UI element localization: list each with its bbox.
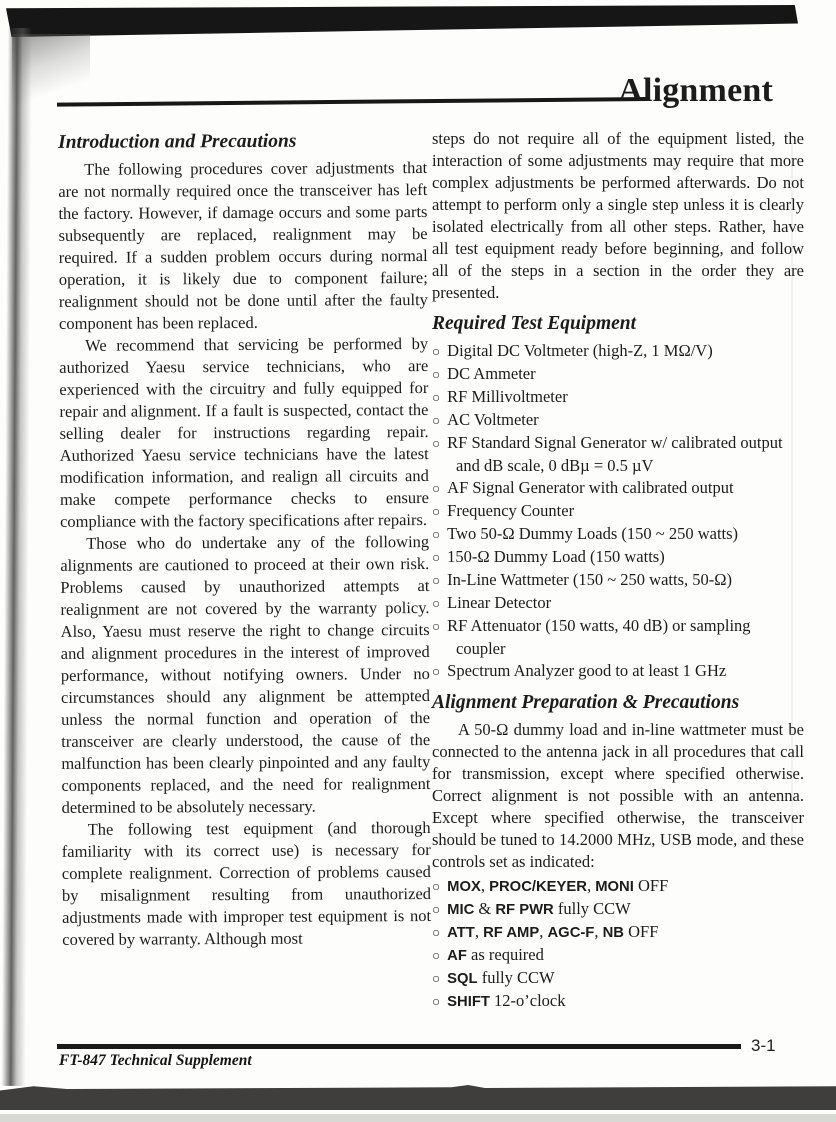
equipment-item [432, 660, 804, 683]
circle-bullet-icon: ○ [432, 971, 441, 986]
equipment-item [432, 523, 804, 546]
circle-bullet-icon: ○ [432, 879, 441, 894]
circle-bullet-icon: ○ [432, 664, 441, 679]
page-number: 3-1 [751, 1036, 776, 1055]
control-setting-item [432, 898, 804, 921]
equipment-item-text: RF Attenuator (150 watts, 40 dB) or sampling coupler [447, 616, 751, 658]
equipment-item [432, 477, 804, 500]
scan-bottom-strip [0, 1114, 836, 1122]
left-column [58, 128, 431, 951]
equipment-item-text: Linear Detector [447, 593, 552, 612]
control-setting-item [432, 967, 804, 990]
control-setting-text: ATT, RF AMP, AGC-F, NB OFF [447, 922, 659, 941]
right-column [432, 128, 804, 1013]
circle-bullet-icon: ○ [432, 902, 441, 917]
equipment-item-text: Spectrum Analyzer good to at least 1 GHz [447, 661, 727, 680]
circle-bullet-icon: ○ [432, 344, 441, 359]
paragraph: Those who do undertake any of the following alignments are cautioned to proceed at their own risk. Problems caused by unauthorized attempts at realignment are not covered by the warranty policy. Also, Yaesu must reserve the right to change circuits and alignment procedures in the interest of improved performance, without notifying owners. Under no circumstances should any alignment be attempted unless the normal function and operation of the transceiver are clearly understood, the cause of the malfunction has been clearly pinpointed and any faulty components replaced, and the need for realignment determined to be absolutely necessary. [60, 531, 431, 817]
circle-bullet-icon: ○ [432, 596, 441, 611]
paragraph: steps do not require all of the equipment listed, the interaction of some adjustments may require that more complex adjustments be performed afterwards. Do not attempt to perform only a single step unless it is clearly isolated electrically from all other steps. Rather, have all test equipment ready before beginning, and follow all of the steps in a section in the order they are presented. [432, 129, 804, 302]
circle-bullet-icon: ○ [432, 925, 441, 940]
equipment-item [432, 615, 804, 660]
paragraph: The following test equipment (and thorough familiarity with its correct use) is necessary for complete realignment. Correction of problems caused by misalignment resulting from unauthorized adjustments made with improper test equipment is not covered by warranty. Although most [61, 817, 432, 949]
section-heading-required-test-equipment: Required Test Equipment [432, 313, 637, 334]
equipment-list [432, 340, 804, 683]
control-setting-text: SHIFT 12-o’clock [447, 991, 566, 1010]
circle-bullet-icon: ○ [432, 550, 441, 565]
circle-bullet-icon: ○ [432, 619, 441, 634]
scan-top-edge-band [6, 5, 798, 37]
equipment-item [432, 546, 804, 569]
equipment-item-text: Digital DC Voltmeter (high-Z, 1 MΩ/V) [447, 341, 713, 360]
equipment-item-text: Two 50-Ω Dummy Loads (150 ~ 250 watts) [447, 524, 739, 543]
circle-bullet-icon: ○ [432, 527, 441, 542]
circle-bullet-icon: ○ [432, 573, 441, 588]
equipment-item [432, 386, 804, 409]
paragraph: We recommend that servicing be performed by authorized Yaesu service technicians, who are experienced with the circuitry and fully equipped for repair and alignment. If a fault is suspected, contact the selling dealer for instructions regarding repair. Authorized Yaesu service technicians have the latest modification information, and realign all circuits and make compete performance checks to ensure compliance with the factory specifications after repairs. [59, 333, 429, 531]
section-heading-alignment-preparation: Alignment Preparation & Precautions [432, 692, 740, 713]
equipment-item [432, 409, 804, 432]
control-settings-list [432, 875, 804, 1013]
scan-bottom-edge-band [0, 1085, 836, 1110]
control-setting-item [432, 944, 804, 967]
circle-bullet-icon: ○ [432, 948, 441, 963]
footer-doc-title: FT-847 Technical Supplement [59, 1052, 252, 1069]
paragraph: A 50-Ω dummy load and in-line wattmeter must be connected to the antenna jack in all procedures that call for transmission, except where specified otherwise. Correct alignment is not possible with an antenna. Except where specified otherwise, the transceiver should be tuned to 14.2000 MHz, USB mode, and these controls set as indicated: [432, 720, 804, 871]
equipment-item-text: AC Voltmeter [447, 410, 539, 429]
equipment-item-text: In-Line Wattmeter (150 ~ 250 watts, 50-Ω) [447, 570, 733, 589]
control-setting-item [432, 921, 804, 944]
header-rule [57, 97, 647, 107]
equipment-item [432, 363, 804, 386]
control-setting-item [432, 990, 804, 1013]
circle-bullet-icon: ○ [432, 994, 441, 1009]
equipment-item [432, 432, 804, 477]
equipment-item-text: AF Signal Generator with calibrated output [447, 478, 734, 497]
circle-bullet-icon: ○ [432, 367, 441, 382]
equipment-item [432, 569, 804, 592]
control-setting-text: SQL fully CCW [447, 968, 555, 987]
page-header [57, 72, 773, 118]
control-setting-text: AF as required [447, 945, 544, 964]
scan-binding-shadow [2, 28, 32, 1086]
equipment-item-text: 150-Ω Dummy Load (150 watts) [447, 547, 665, 566]
paragraph: The following procedures cover adjustments that are not normally required once the transceiver has left the factory. However, if damage occurs and some parts subsequently are replaced, realignment may be required. If a sudden problem occurs during normal operation, it is likely due to component failure; realignment should not be done until after the faulty component has been replaced. [58, 157, 428, 333]
circle-bullet-icon: ○ [432, 436, 441, 451]
circle-bullet-icon: ○ [432, 413, 441, 428]
circle-bullet-icon: ○ [432, 390, 441, 405]
equipment-item [432, 340, 804, 363]
control-setting-item [432, 875, 804, 898]
circle-bullet-icon: ○ [432, 481, 441, 496]
control-setting-text: MIC & RF PWR fully CCW [447, 899, 631, 918]
equipment-item [432, 500, 804, 523]
equipment-item-text: RF Millivoltmeter [447, 387, 568, 406]
equipment-item-text: RF Standard Signal Generator w/ calibrated output and dB scale, 0 dBµ = 0.5 µV [447, 433, 783, 475]
footer-rule [57, 1044, 741, 1049]
section-heading-introduction: Introduction and Precautions [58, 130, 297, 153]
equipment-item-text: DC Ammeter [447, 364, 536, 383]
control-setting-text: MOX, PROC/KEYER, MONI OFF [447, 876, 669, 895]
page-title: Alignment [618, 72, 773, 109]
circle-bullet-icon: ○ [432, 504, 441, 519]
equipment-item [432, 592, 804, 615]
equipment-item-text: Frequency Counter [447, 501, 575, 520]
